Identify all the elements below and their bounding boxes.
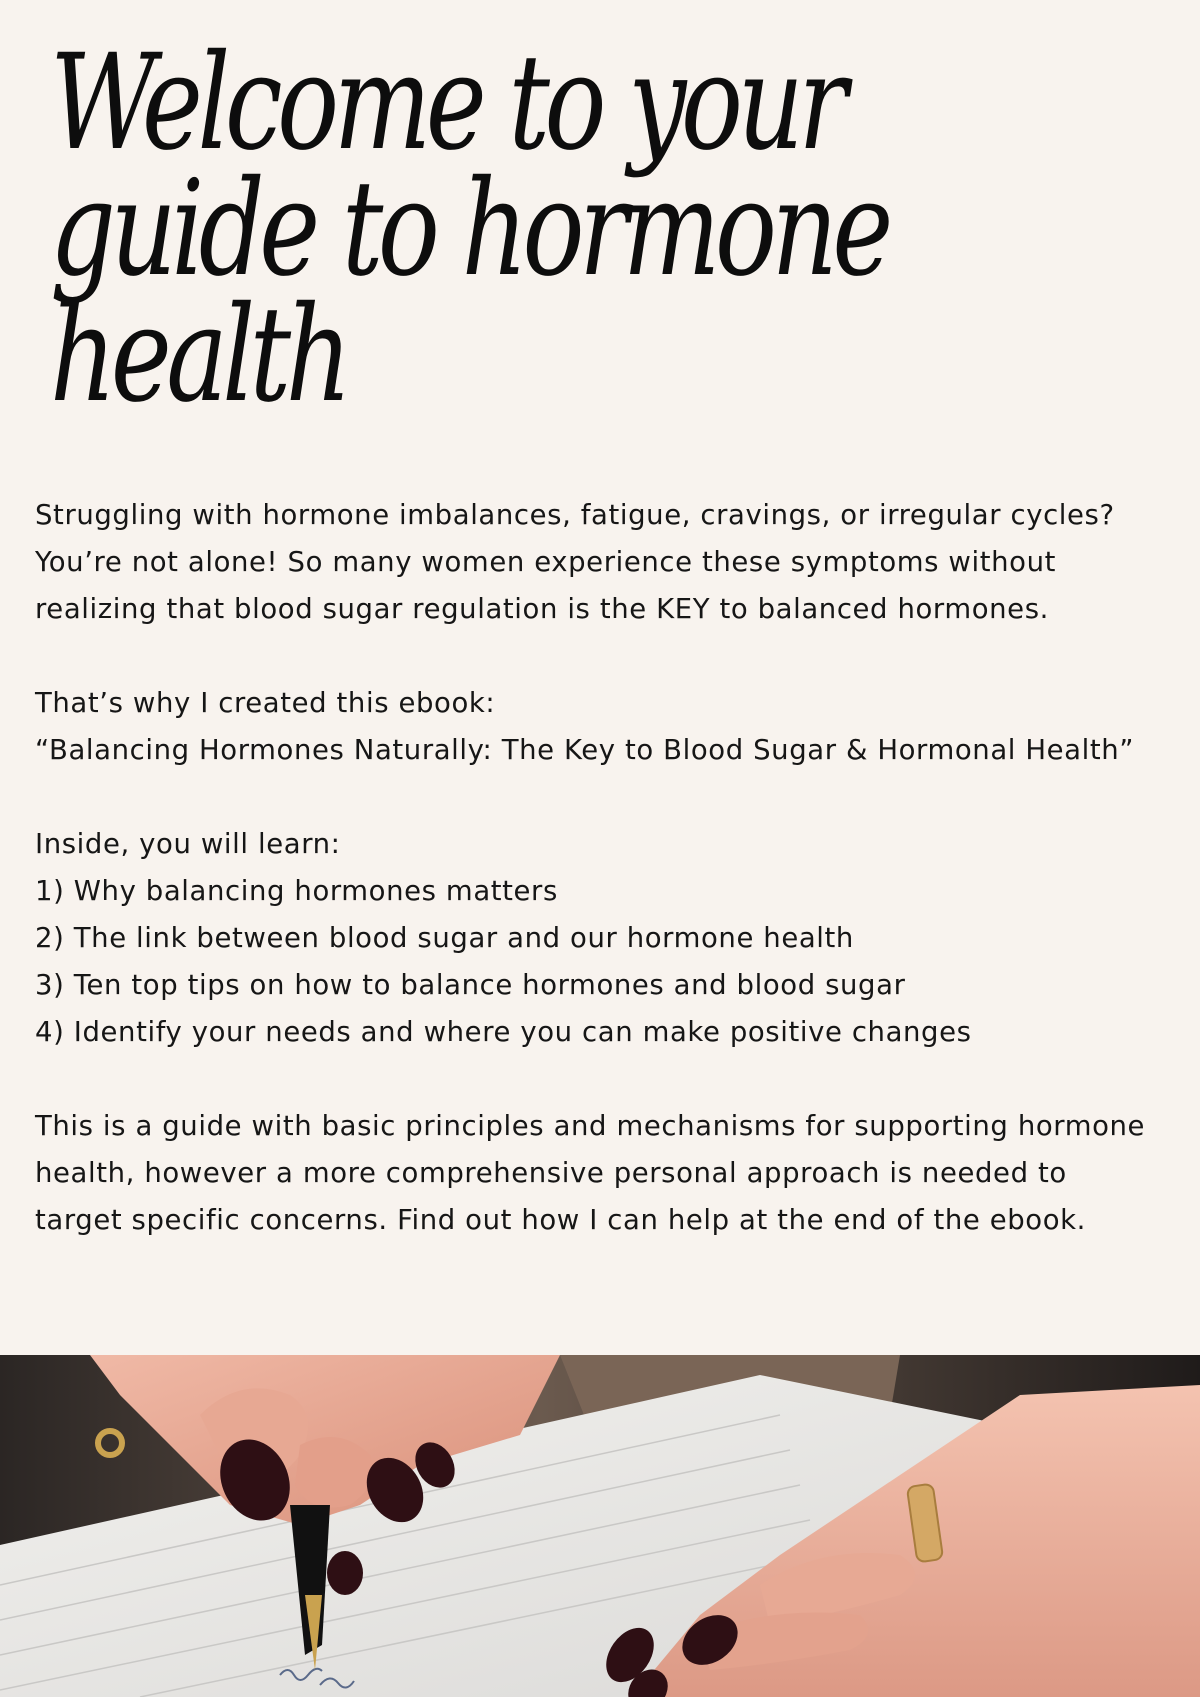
ebook-paragraph [35,680,1185,774]
learn-list [35,868,1185,1056]
nail [327,1551,363,1595]
intro-line: realizing that blood sugar regulation is the KEY to balanced hormones. [35,593,1049,625]
disclaimer-line: This is a guide with basic principles and mechanisms for supporting hormone [35,1110,1146,1142]
intro-line: You’re not alone! So many women experience these symptoms without [35,546,1056,578]
page-title [50,26,888,432]
title-line-2: guide to hormone [50,152,888,306]
photo-illustration [0,1355,1200,1697]
title-line-3: health [50,278,347,432]
disclaimer-line: target specific concerns. Find out how I can help at the end of the ebook. [35,1204,1087,1236]
disclaimer-paragraph [35,1103,1185,1244]
list-item: 2) The link between blood sugar and our hormone health [35,922,854,954]
intro-paragraph [35,492,1185,633]
ebook-lead: That’s why I created this ebook: [35,687,496,719]
disclaimer-line: health, however a more comprehensive personal approach is needed to [35,1157,1067,1189]
list-item: 1) Why balancing hormones matters [35,875,558,907]
hands-writing-in-planner-photo [0,1355,1200,1697]
intro-line: Struggling with hormone imbalances, fatigue, cravings, or irregular cycles? [35,499,1115,531]
title-line-1: Welcome to your [50,26,843,180]
body-copy [35,492,1185,1291]
list-item: 3) Ten top tips on how to balance hormones and blood sugar [35,969,906,1001]
ebook-title: “Balancing Hormones Naturally: The Key to Blood Sugar & Hormonal Health” [35,734,1135,766]
learn-heading: Inside, you will learn: [35,828,341,860]
learn-section [35,821,1185,1056]
list-item: 4) Identify your needs and where you can make positive changes [35,1016,972,1048]
